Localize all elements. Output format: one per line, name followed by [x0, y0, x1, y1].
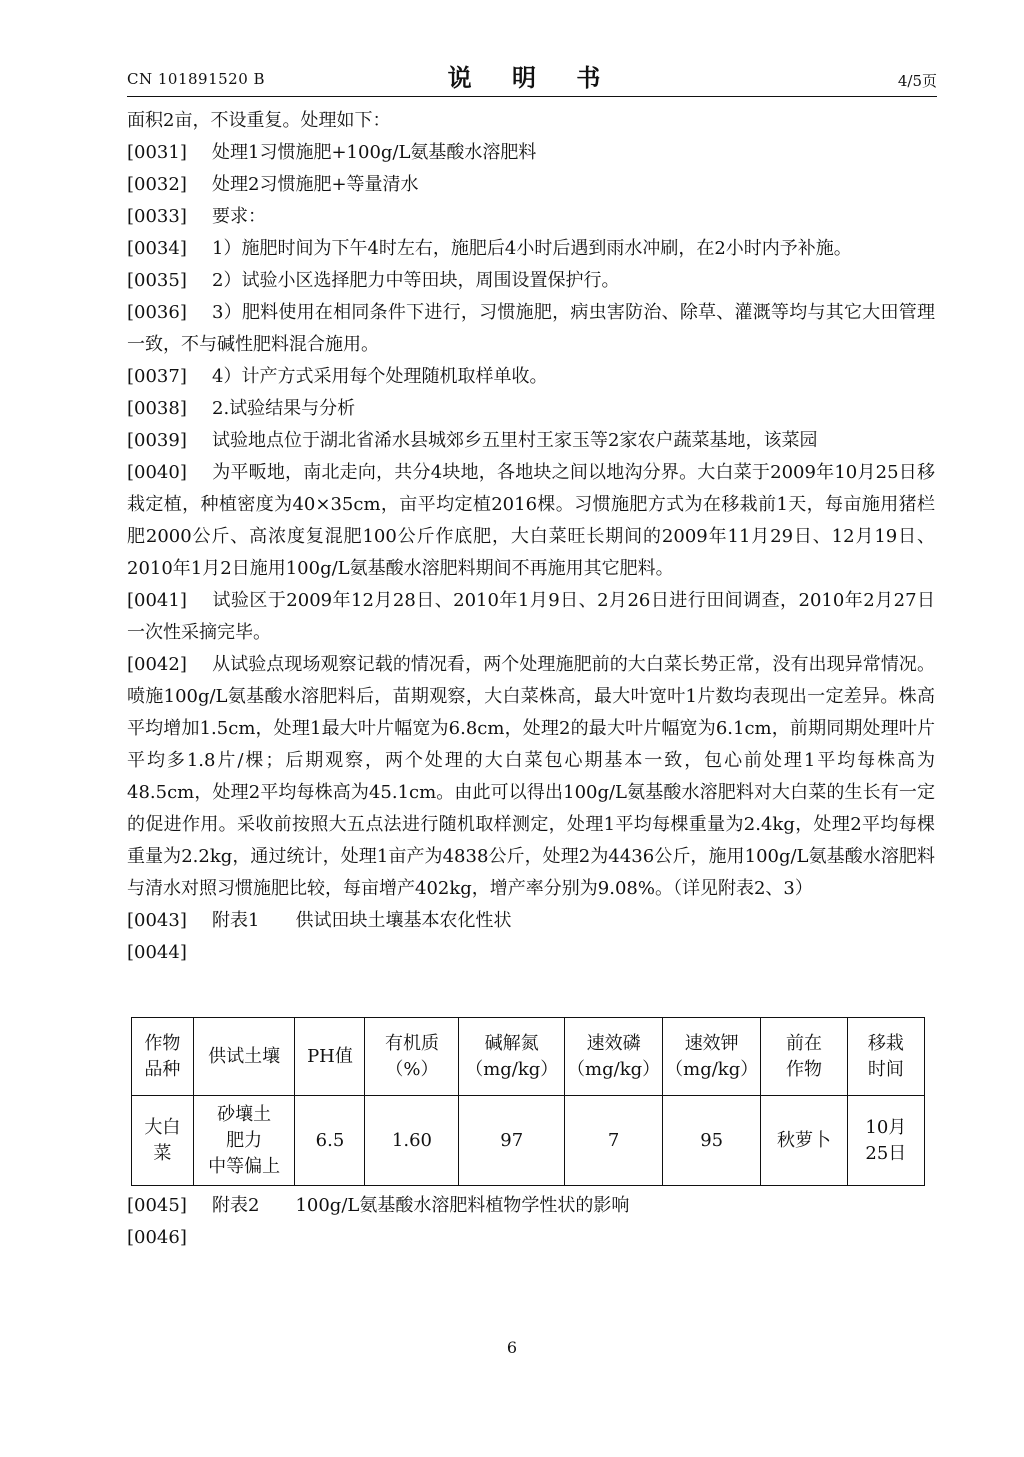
paragraph-text: 试验地点位于湖北省浠水县城郊乡五里村王家玉等2家农户蔬菜基地，该菜园 [212, 430, 818, 451]
paragraph-text: 1）施肥时间为下午4时左右，施肥后4小时后遇到雨水冲刷，在2小时内予补施。 [212, 238, 852, 259]
paragraph-text: 从试验点现场观察记载的情况看，两个处理施肥前的大白菜长势正常，没有出现异常情况。喷施100g/L氨基酸水溶肥料后，苗期观察，大白菜株高，最大叶宽叶1片数均表现出一定差异。株高平均增加1.5cm，处理1最大叶片幅宽为6.8cm，处理2的最大叶片幅宽为6.1cm，前期同期处理叶片平均多1.8片/棵；后期观察，两个处理的大白菜包心期基本一致，包心前处理1平均每株高为48.5cm，处理2平均每株高为45.1cm。由此可以得出100g/L氨基酸水溶肥料对大白菜的生长有一定的促进作用。采收前按照大五点法进行随机取样测定，处理1平均每棵重量为2.4kg，处理2平均每棵重量为2.2kg，通过统计，处理1亩产为4838公斤，处理2为4436公斤，施用100g/L氨基酸水溶肥料与清水对照习惯施肥比较，每亩增产402kg，增产率分别为9.08%。（详见附表2、3） [127, 654, 935, 899]
table-header-cell [565, 1018, 663, 1096]
paragraph [127, 393, 935, 425]
cell-line: 移栽 [867, 1032, 904, 1054]
table-cell [761, 1096, 847, 1186]
paragraph-number: [0033] [127, 206, 187, 227]
cell-line: 前在 [785, 1032, 822, 1054]
paragraph [127, 297, 935, 361]
cell-line: （mg/kg） [665, 1058, 759, 1080]
paragraph [127, 425, 935, 457]
table-cell [365, 1096, 459, 1186]
paragraph-text: 3）肥料使用在相同条件下进行，习惯施肥，病虫害防治、除草、灌溉等均与其它大田管理一致，不与碱性肥料混合施用。 [127, 302, 935, 355]
page-indicator: 4/5页 [897, 72, 937, 90]
page-header [127, 58, 937, 98]
paragraph-number: [0039] [127, 430, 187, 451]
cell-line: 碱解氮 [484, 1032, 539, 1054]
paragraph-number: [0035] [127, 270, 187, 291]
cell-line: 秋萝卜 [776, 1129, 831, 1151]
cell-line: 25日 [865, 1142, 907, 1164]
paragraph-text: 4）计产方式采用每个处理随机取样单收。 [212, 366, 548, 387]
paragraph [127, 1190, 935, 1222]
paragraph-text: 要求： [212, 206, 266, 227]
cell-line: （mg/kg） [465, 1058, 559, 1080]
cell-line: 时间 [867, 1058, 904, 1080]
paragraph-text: 附表1 供试田块土壤基本农化性状 [212, 910, 512, 931]
document-body-after-table [127, 1190, 935, 1254]
paragraph-number: [0034] [127, 238, 187, 259]
paragraph-number: [0043] [127, 910, 187, 931]
cell-line: 砂壤土 [217, 1103, 272, 1125]
paragraph-number: [0044] [127, 942, 187, 963]
cell-line: 供试土壤 [208, 1045, 281, 1067]
paragraph [127, 265, 935, 297]
cell-line: 品种 [144, 1058, 181, 1080]
cell-line: PH值 [307, 1045, 353, 1067]
table-header-row [132, 1018, 925, 1096]
cell-line: 速效磷 [586, 1032, 641, 1054]
cell-line: 中等偏上 [208, 1155, 281, 1177]
paragraph [127, 137, 935, 169]
table-header-cell [847, 1018, 924, 1096]
paragraph [127, 1222, 935, 1254]
paragraph [127, 937, 935, 969]
paragraph [127, 905, 935, 937]
table-cell [459, 1096, 565, 1186]
paragraph [127, 585, 935, 649]
table-header-cell [761, 1018, 847, 1096]
table-cell [193, 1096, 295, 1186]
cell-line: 95 [700, 1129, 724, 1151]
document-body [127, 105, 935, 969]
soil-properties-table [131, 1017, 925, 1186]
cell-line: 10月 [865, 1116, 907, 1138]
paragraph [127, 457, 935, 585]
document-title: 说 明 书 [447, 63, 617, 92]
table-header-cell [365, 1018, 459, 1096]
cell-line: 6.5 [315, 1129, 345, 1151]
paragraph [127, 233, 935, 265]
table-header-cell [193, 1018, 295, 1096]
header-rule [127, 96, 937, 97]
table-header-cell [663, 1018, 761, 1096]
table-cell [295, 1096, 365, 1186]
patent-number: CN 101891520 B [127, 70, 266, 88]
cell-line: 7 [607, 1129, 620, 1151]
cell-line: 速效钾 [684, 1032, 739, 1054]
page-number: 6 [506, 1338, 518, 1357]
table-header-cell [295, 1018, 365, 1096]
paragraph [127, 169, 935, 201]
paragraph-text: 处理2习惯施肥+等量清水 [212, 174, 419, 195]
table-cell [663, 1096, 761, 1186]
paragraph [127, 649, 935, 905]
cell-line: 1.60 [391, 1129, 432, 1151]
paragraph-number: [0036] [127, 302, 187, 323]
cell-line: 肥力 [226, 1129, 263, 1151]
paragraph-text: 2.试验结果与分析 [212, 398, 356, 419]
paragraph-number: [0042] [127, 654, 187, 675]
paragraph-number: [0038] [127, 398, 187, 419]
paragraph-text: 试验区于2009年12月28日、2010年1月9日、2月26日进行田间调查，2010年2月27日一次性采摘完毕。 [127, 590, 935, 643]
table-cell [132, 1096, 194, 1186]
table-cell [847, 1096, 924, 1186]
paragraph-number: [0046] [127, 1227, 187, 1248]
paragraph-number: [0045] [127, 1195, 187, 1216]
paragraph-text: 2）试验小区选择肥力中等田块，周围设置保护行。 [212, 270, 620, 291]
paragraph-number: [0032] [127, 174, 187, 195]
cell-line: 作物 [144, 1032, 181, 1054]
paragraph-number: [0037] [127, 366, 187, 387]
paragraph-number: [0040] [127, 462, 187, 483]
cell-line: 作物 [785, 1058, 822, 1080]
cell-line: 97 [500, 1129, 524, 1151]
cell-line: 有机质 [384, 1032, 439, 1054]
cell-line: （%） [385, 1058, 439, 1080]
paragraph-number: [0031] [127, 142, 187, 163]
paragraph [127, 105, 935, 137]
table-header-cell [132, 1018, 194, 1096]
table-cell [565, 1096, 663, 1186]
paragraph-text: 面积2亩，不设重复。处理如下： [127, 110, 391, 131]
table-header-cell [459, 1018, 565, 1096]
paragraph-text: 为平畈地，南北走向，共分4块地，各地块之间以地沟分界。大白菜于2009年10月25日移栽定植，种植密度为40×35cm，亩平均定植2016棵。习惯施肥方式为在移栽前1天，每亩施用猪栏肥2000公斤、高浓度复混肥100公斤作底肥，大白菜旺长期间的2009年11月29日、12月19日、2010年1月2日施用100g/L氨基酸水溶肥料期间不再施用其它肥料。 [127, 462, 935, 579]
table-row [132, 1096, 925, 1186]
paragraph-number: [0041] [127, 590, 187, 611]
paragraph-text: 处理1习惯施肥+100g/L氨基酸水溶肥料 [212, 142, 537, 163]
cell-line: 大白 [144, 1116, 181, 1138]
paragraph [127, 361, 935, 393]
cell-line: 菜 [153, 1142, 172, 1164]
paragraph [127, 201, 935, 233]
paragraph-text: 附表2 100g/L氨基酸水溶肥料植物学性状的影响 [212, 1195, 630, 1216]
cell-line: （mg/kg） [567, 1058, 661, 1080]
